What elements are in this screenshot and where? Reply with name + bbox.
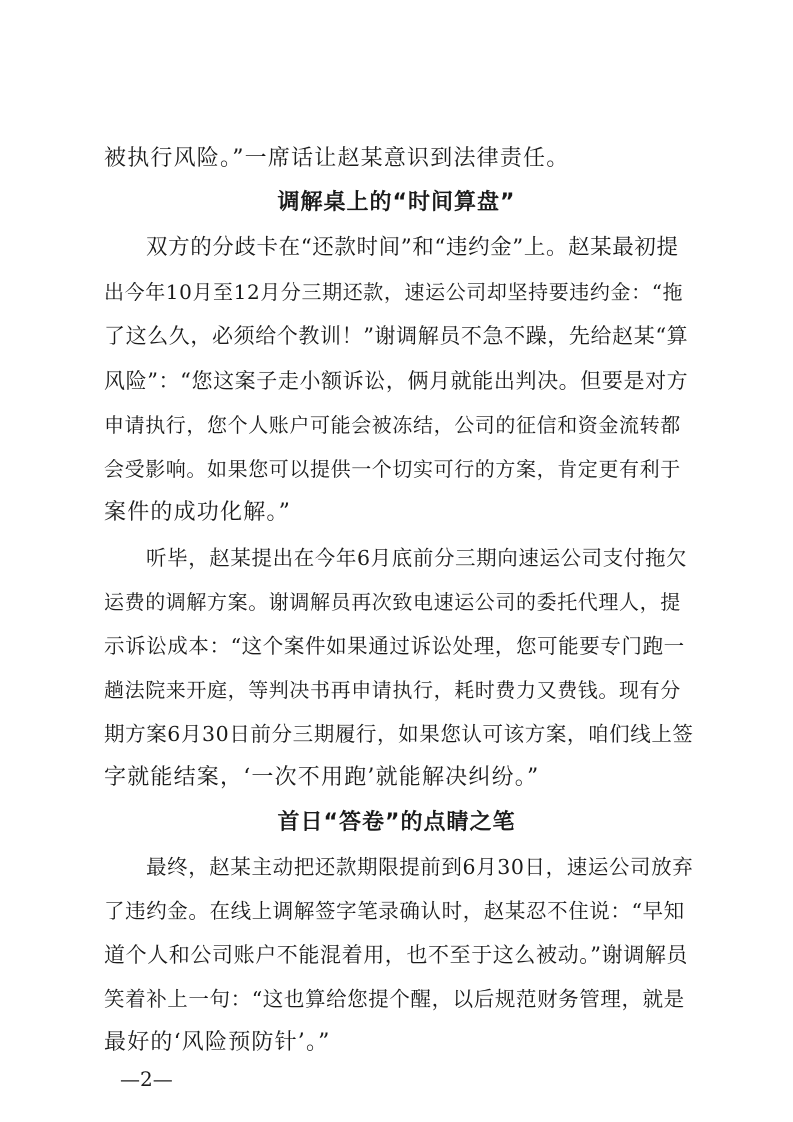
paragraph-line: 道个人和公司账户不能混着用，也不至于这么被动。”谢调解员	[104, 943, 689, 967]
paragraph-line: 风险”：“您这案子走小额诉讼，俩月就能出判决。但要是对方	[104, 369, 689, 393]
paragraph-line: 最终，赵某主动把还款期限提前到6月30日，速运公司放弃	[146, 855, 694, 879]
paragraph-line: 出今年10月至12月分三期还款，速运公司却坚持要违约金：“拖	[104, 280, 684, 304]
section-heading-time-abacus: 调解桌上的“时间算盘”	[277, 190, 516, 215]
paragraph-line: 了违约金。在线上调解签字笔录确认时，赵某忍不住说：“早知	[104, 899, 685, 923]
paragraph-line: 双方的分歧卡在“还款时间”和“违约金”上。赵某最初提	[146, 235, 679, 260]
paragraph-line: 字就能结案，‘一次不用跑’就能解决纠纷。”	[104, 765, 540, 790]
paragraph-line: 会受影响。如果您可以提供一个切实可行的方案，肯定更有利于	[104, 457, 681, 481]
section-heading-first-day-answer: 首日“答卷”的点睛之笔	[277, 810, 516, 835]
paragraph-line: 听毕，赵某提出在今年6月底前分三期向速运公司支付拖欠	[146, 546, 688, 570]
paragraph-line: 运费的调解方案。谢调解员再次致电速运公司的委托代理人，提	[104, 590, 681, 614]
paragraph-line: 了这么久，必须给个教训！”谢调解员不急不躁，先给赵某“算	[104, 324, 689, 348]
paragraph-line: 示诉讼成本：“这个案件如果通过诉讼处理，您可能要专门跑一	[104, 634, 685, 658]
page-number: —2—	[120, 1067, 173, 1091]
paragraph-line: 案件的成功化解。”	[104, 500, 292, 525]
paragraph-line: 被执行风险。”一席话让赵某意识到法律责任。	[104, 146, 570, 171]
paragraph-line: 期方案6月30日前分三期履行，如果您认可该方案，咱们线上签	[104, 722, 694, 746]
paragraph-line: 申请执行，您个人账户可能会被冻结，公司的征信和资金流转都	[104, 413, 681, 437]
paragraph-line: 笑着补上一句：“这也算给您提个醒，以后规范财务管理，就是	[104, 987, 685, 1011]
paragraph-line: 趟法院来开庭，等判决书再申请执行，耗时费力又费钱。现有分	[104, 678, 681, 702]
paragraph-line: 最好的‘风险预防针’。”	[104, 1030, 331, 1055]
